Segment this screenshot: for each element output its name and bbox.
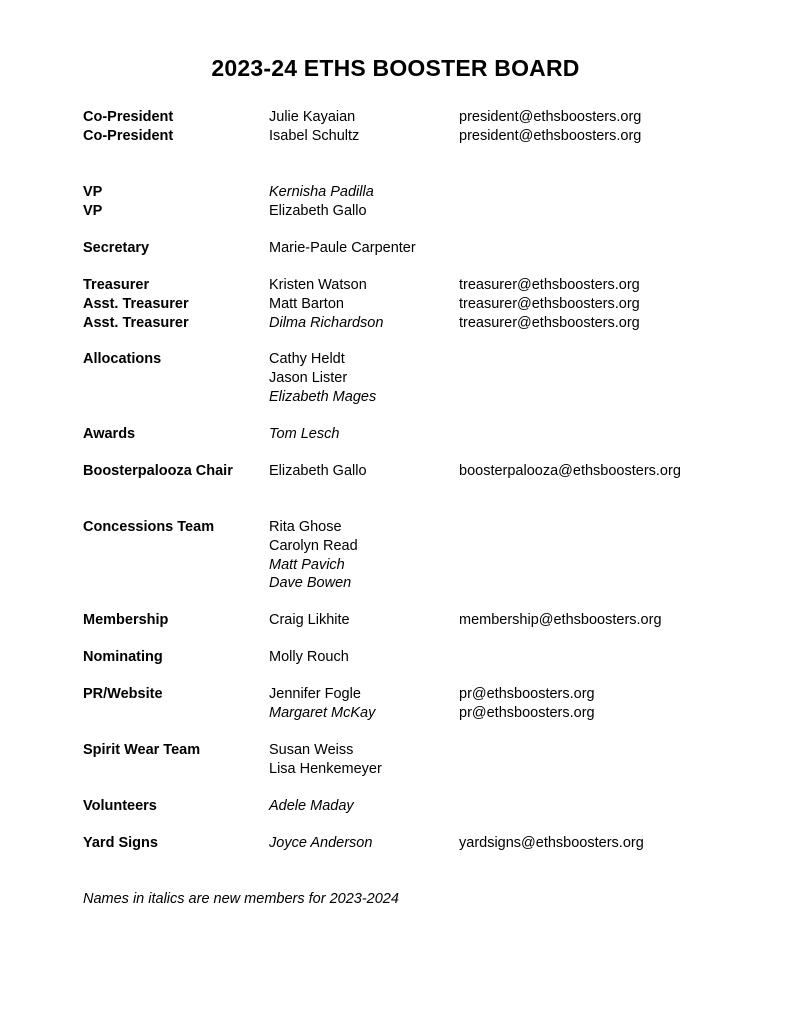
role-label: Boosterpalooza Chair: [83, 463, 233, 479]
role-label: Awards: [83, 426, 136, 442]
board-row: [0, 388, 791, 407]
board-row: [0, 741, 791, 760]
board-row: [0, 183, 791, 202]
board-row: [0, 425, 791, 444]
board-row: [0, 350, 791, 369]
member-name: Craig Likhite: [269, 612, 350, 628]
board-row: [0, 239, 791, 258]
board-row: [0, 314, 791, 333]
contact-email: treasurer@ethsboosters.org: [459, 315, 640, 331]
board-row: [0, 276, 791, 295]
member-name: Carolyn Read: [269, 538, 358, 554]
board-row: [0, 611, 791, 630]
board-row: [0, 648, 791, 667]
role-label: VP: [83, 203, 103, 219]
member-name: Kristen Watson: [269, 277, 367, 293]
board-row: [0, 685, 791, 704]
member-name: Kernisha Padilla: [269, 184, 374, 200]
board-row: [0, 834, 791, 853]
member-name: Elizabeth Gallo: [269, 463, 367, 479]
role-label: Membership: [83, 612, 169, 628]
board-row: [0, 537, 791, 556]
role-label: Allocations: [83, 351, 162, 367]
contact-email: treasurer@ethsboosters.org: [459, 277, 640, 293]
board-row: [0, 518, 791, 537]
contact-email: pr@ethsboosters.org: [459, 705, 595, 721]
board-row: [0, 295, 791, 314]
role-label: Concessions Team: [83, 519, 215, 535]
member-name: Isabel Schultz: [269, 128, 360, 144]
board-row: [0, 462, 791, 481]
board-row: [0, 108, 791, 127]
role-label: Co-President: [83, 128, 174, 144]
contact-email: membership@ethsboosters.org: [459, 612, 662, 628]
role-label: VP: [83, 184, 103, 200]
board-row: [0, 797, 791, 816]
member-name: Matt Barton: [269, 296, 344, 312]
role-label: Co-President: [83, 109, 174, 125]
role-label: Treasurer: [83, 277, 150, 293]
role-label: Nominating: [83, 649, 163, 665]
member-name: Matt Pavich: [269, 557, 345, 573]
member-name: Tom Lesch: [269, 426, 340, 442]
member-name: Elizabeth Mages: [269, 389, 377, 405]
role-label: Volunteers: [83, 798, 157, 814]
member-name: Molly Rouch: [269, 649, 349, 665]
board-row: [0, 202, 791, 221]
member-name: Joyce Anderson: [269, 835, 373, 851]
member-name: Dilma Richardson: [269, 315, 384, 331]
contact-email: president@ethsboosters.org: [459, 128, 642, 144]
board-row: [0, 369, 791, 388]
role-label: Yard Signs: [83, 835, 158, 851]
board-row: [0, 127, 791, 146]
role-label: Asst. Treasurer: [83, 296, 189, 312]
member-name: Rita Ghose: [269, 519, 342, 535]
italics-footnote: Names in italics are new members for 2023-2024: [83, 891, 399, 907]
member-name: Susan Weiss: [269, 742, 354, 758]
member-name: Marie-Paule Carpenter: [269, 240, 416, 256]
member-name: Margaret McKay: [269, 705, 376, 721]
contact-email: boosterpalooza@ethsboosters.org: [459, 463, 681, 479]
member-name: Jennifer Fogle: [269, 686, 361, 702]
member-name: Dave Bowen: [269, 575, 352, 591]
role-label: Spirit Wear Team: [83, 742, 201, 758]
member-name: Adele Maday: [269, 798, 354, 814]
board-row: [0, 574, 791, 593]
role-label: Secretary: [83, 240, 150, 256]
contact-email: treasurer@ethsboosters.org: [459, 296, 640, 312]
contact-email: president@ethsboosters.org: [459, 109, 642, 125]
role-label: PR/Website: [83, 686, 163, 702]
board-row: [0, 760, 791, 779]
member-name: Lisa Henkemeyer: [269, 761, 382, 777]
member-name: Elizabeth Gallo: [269, 203, 367, 219]
contact-email: pr@ethsboosters.org: [459, 686, 595, 702]
member-name: Julie Kayaian: [269, 109, 356, 125]
member-name: Cathy Heldt: [269, 351, 345, 367]
role-label: Asst. Treasurer: [83, 315, 189, 331]
page-title: 2023-24 ETHS BOOSTER BOARD: [211, 55, 580, 81]
board-row: [0, 704, 791, 723]
board-row: [0, 556, 791, 575]
member-name: Jason Lister: [269, 370, 348, 386]
contact-email: yardsigns@ethsboosters.org: [459, 835, 644, 851]
